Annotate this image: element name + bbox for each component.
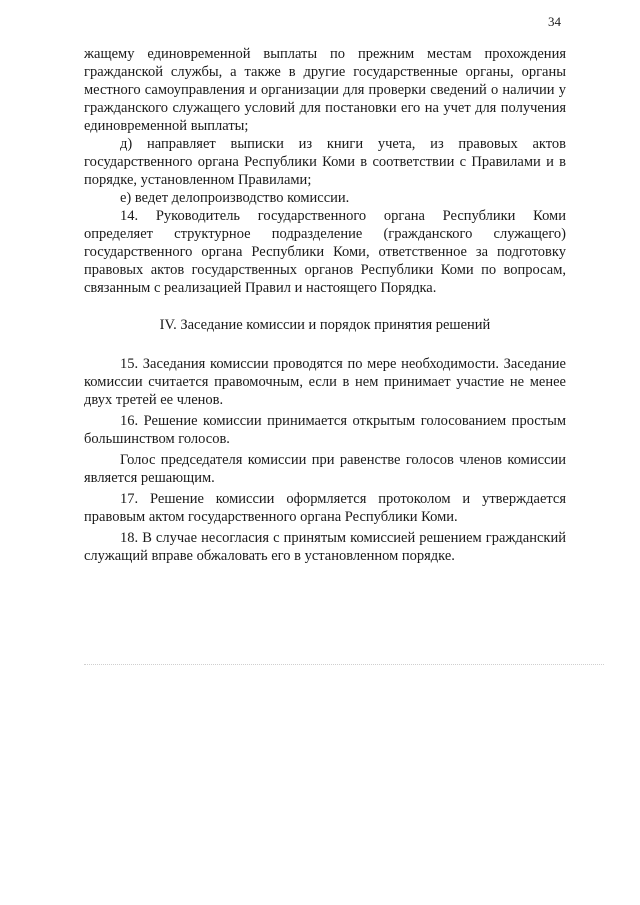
paragraph-15: 15. Заседания комиссии проводятся по мере необходимости. Заседание комиссии считается правомочным, если в нем принимает участие не менее двух третей ее членов. — [84, 356, 566, 408]
paragraph-16: 16. Решение комиссии принимается открытым голосованием простым большинством голосов. — [84, 413, 566, 447]
page-number: 34 — [548, 14, 561, 29]
paragraph-17: 17. Решение комиссии оформляется протоколом и утверждается правовым актом государственного органа Республики Коми. — [84, 491, 566, 525]
section-heading: IV. Заседание комиссии и порядок принятия решений — [159, 317, 491, 333]
paragraph-item-e: е) ведет делопроизводство комиссии. — [120, 190, 350, 206]
scan-artifact-line — [84, 664, 604, 666]
paragraph-14: 14. Руководитель государственного органа Республики Коми определяет структурное подразделение (гражданского служащего) государственного органа Республики Коми, ответственное за подготовку правовых актов государственных органов Республики Коми по вопросам, связанным с реализацией Правил и настоящего Порядка. — [84, 208, 566, 296]
paragraph-item-d: д) направляет выписки из книги учета, из правовых актов государственного органа Республики Коми в соответствии с Правилами и в порядке, установленном Правилами; — [84, 136, 566, 188]
document-body — [84, 45, 566, 565]
paragraph-chairman-vote: Голос председателя комиссии при равенстве голосов членов комиссии является решающим. — [84, 452, 566, 486]
paragraph-18: 18. В случае несогласия с принятым комиссией решением гражданский служащий вправе обжаловать его в установленном порядке. — [84, 530, 566, 564]
paragraph-continuation: жащему единовременной выплаты по прежним местам прохождения гражданской службы, а также в другие государственные органы, органы местного самоуправления и организации для проверки сведений о наличии у гражданского служащего условий для постановки его на учет для получения единовременной выплаты; — [84, 46, 566, 134]
